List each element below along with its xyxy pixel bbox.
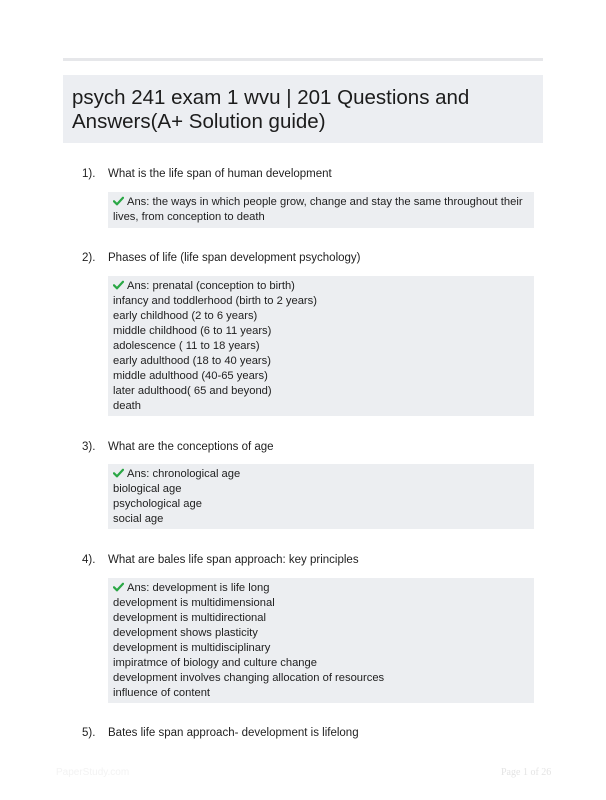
check-icon: [113, 196, 124, 206]
answer-box: [108, 578, 534, 703]
footer-watermark: PaperStudy.com: [56, 767, 130, 778]
question-number: 1).: [82, 168, 96, 180]
check-icon: [113, 280, 124, 290]
answer-box: [108, 276, 534, 416]
question-number: 5).: [82, 727, 96, 739]
answer-line: adolescence ( 11 to 18 years): [113, 340, 260, 352]
answer-line: development is multidimensional: [113, 597, 275, 609]
page-number: Page 1 of 26: [501, 767, 552, 778]
answer-line: Ans: development is life long: [113, 581, 529, 596]
answer-line: later adulthood( 65 and beyond): [113, 385, 272, 397]
answer-line: influence of content: [113, 687, 211, 699]
question-number: 2).: [82, 252, 96, 264]
answer-line: development shows plasticity: [113, 627, 258, 639]
answer-line: middle adulthood (40-65 years): [113, 370, 268, 382]
answer-box: [108, 192, 534, 228]
answer-line: development involves changing allocation of resources: [113, 672, 385, 684]
answer-line: social age: [113, 513, 164, 525]
check-icon: [113, 468, 124, 478]
answer-line: psychological age: [113, 498, 202, 510]
question-text: What are bales life span approach: key principles: [108, 554, 359, 566]
question-text: What are the conceptions of age: [108, 441, 274, 453]
question-text: Bates life span approach- development is lifelong: [108, 727, 359, 739]
title-banner: [63, 75, 543, 143]
answer-prefix: Ans:: [127, 582, 153, 594]
answer-line: death: [113, 400, 141, 412]
top-divider: [63, 58, 543, 61]
question-text: What is the life span of human development: [108, 168, 332, 180]
answer-box: [108, 464, 534, 529]
answer-line: Ans: prenatal (conception to birth): [113, 279, 529, 294]
question-number: 3).: [82, 441, 96, 453]
answer-line: impiratmce of biology and culture change: [113, 657, 317, 669]
page-title: psych 241 exam 1 wvu | 201 Questions and Answers(A+ Solution guide): [72, 86, 470, 133]
answer-line: development is multidirectional: [113, 612, 266, 624]
answer-line: early childhood (2 to 6 years): [113, 310, 258, 322]
answer-line: infancy and toddlerhood (birth to 2 years): [113, 295, 317, 307]
answer-prefix: Ans:: [127, 280, 153, 292]
question-number: 4).: [82, 554, 96, 566]
answer-line: Ans: chronological age: [113, 467, 529, 482]
answer-line: early adulthood (18 to 40 years): [113, 355, 271, 367]
answer-line: Ans: the ways in which people grow, change and stay the same throughout their lives, from conception to death: [113, 196, 523, 223]
answer-line: development is multidisciplinary: [113, 642, 271, 654]
answer-prefix: Ans:: [127, 468, 153, 480]
question-text: Phases of life (life span development psychology): [108, 252, 361, 264]
answer-line: middle childhood (6 to 11 years): [113, 325, 272, 337]
answer-line: biological age: [113, 483, 182, 495]
check-icon: [113, 582, 124, 592]
answer-prefix: Ans:: [127, 196, 153, 208]
